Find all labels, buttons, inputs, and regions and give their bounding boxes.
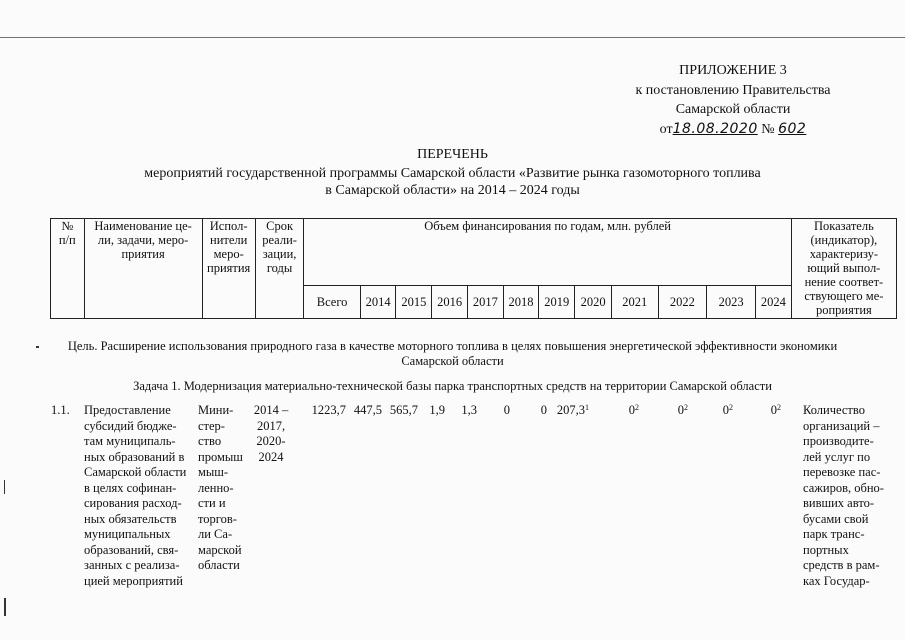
header-num xyxy=(51,219,85,319)
row-exec-line: области xyxy=(198,558,240,572)
header-exec-line: Испол- xyxy=(209,219,248,233)
year-header: 2023 xyxy=(707,286,756,319)
row-term-line: 2024 xyxy=(258,449,284,464)
year-header: Всего xyxy=(304,286,360,319)
row-exec-line: стер- xyxy=(198,418,225,433)
value-2020 xyxy=(549,403,589,419)
row-exec-line: сти и xyxy=(198,496,226,510)
row-indicator-line: перевозке пас- xyxy=(803,465,881,479)
header-name-line: приятия xyxy=(121,247,165,261)
value-2021 xyxy=(598,403,639,419)
header-name xyxy=(84,219,202,319)
number-prefix: № xyxy=(761,121,775,137)
value-2019 xyxy=(520,403,547,419)
header-indicator-line: роприятия xyxy=(815,303,872,317)
footnote-mark: 2 xyxy=(777,403,781,412)
row-name-line: образований, свя- xyxy=(84,542,179,557)
year-header: 2018 xyxy=(503,286,539,319)
handwritten-date: 18.08.2020 xyxy=(672,120,758,137)
value-2024 xyxy=(744,403,781,419)
value-2018 xyxy=(485,403,510,419)
value-2014 xyxy=(347,403,382,419)
row-indicator-line: ках Государ- xyxy=(803,573,870,588)
row-name-line: Предоставление xyxy=(84,403,171,417)
row-indicator-line: сажиров, обно- xyxy=(803,480,884,495)
row-indicator-line: Количество xyxy=(803,403,865,417)
goal-text xyxy=(0,339,905,369)
title-line2: мероприятий государственной программы Самарской области «Развитие рынка газомоторного топлива xyxy=(144,166,761,181)
appendix-block xyxy=(623,61,843,139)
year-header: 2017 xyxy=(467,286,503,319)
footnote-mark: 2 xyxy=(729,403,733,412)
header-indicator-line: ющий выпол- xyxy=(807,261,881,275)
value-text: 1,3 xyxy=(461,403,477,417)
header-exec xyxy=(202,219,255,319)
header-exec-line: нители xyxy=(210,233,248,247)
value-2023 xyxy=(689,403,733,419)
row-indicator-line: бусами свой xyxy=(803,511,869,526)
year-header: 2019 xyxy=(539,286,575,319)
header-num-line: № xyxy=(61,219,74,233)
row-exec-line: ли Са- xyxy=(198,527,233,541)
year-header: 2015 xyxy=(396,286,432,319)
header-indicator xyxy=(791,219,896,319)
year-header: 2016 xyxy=(432,286,468,319)
goal-line2: Самарской области xyxy=(401,354,504,368)
row-name-line: Самарской области xyxy=(84,465,187,479)
row-indicator-line: средств в рам- xyxy=(803,558,880,572)
row-indicator-line: организаций – xyxy=(803,418,880,433)
scan-speck xyxy=(4,480,5,494)
value-text: 207,3 xyxy=(556,403,585,417)
scan-speck xyxy=(36,346,39,348)
header-name-line: ли, задачи, меро- xyxy=(97,233,189,247)
header-term-line: Срок xyxy=(266,219,294,233)
appendix-line2: к постановлению Правительства xyxy=(635,82,831,98)
row-name-line: цией мероприятий xyxy=(84,573,183,588)
header-exec-line: меро- xyxy=(213,247,244,261)
value-2015 xyxy=(383,403,418,419)
header-funding: Объем финансирования по годам, млн. рублей xyxy=(304,219,791,286)
value-text: 1223,7 xyxy=(311,403,346,417)
year-header: 2020 xyxy=(575,286,612,319)
row-indicator xyxy=(803,403,891,589)
row-executor xyxy=(198,403,246,574)
value-text: 0 xyxy=(628,403,635,417)
value-text: 565,7 xyxy=(389,403,418,417)
row-indicator-line: лей услуг по xyxy=(803,449,871,464)
row-name-line: субсидий бюдже- xyxy=(84,418,177,433)
footnote-mark: 2 xyxy=(635,403,639,412)
scan-speck xyxy=(4,598,6,616)
header-indicator-line: нение соответ- xyxy=(804,275,884,289)
header-term-line: реали- xyxy=(262,233,297,247)
value-text: 1,9 xyxy=(429,403,445,417)
row-name-line: ных образований в xyxy=(84,449,185,464)
row-exec-line: ство xyxy=(198,434,222,448)
header-term-line: зации, xyxy=(262,247,297,261)
page-title: ПЕРЕЧЕНЬ xyxy=(417,147,488,162)
header-name-line: Наименование це- xyxy=(94,219,192,233)
year-header: 2022 xyxy=(658,286,707,319)
row-name-line: в целях софинан- xyxy=(84,480,177,495)
header-indicator-line: характеризу- xyxy=(809,247,879,261)
value-2022 xyxy=(645,403,688,419)
year-header: 2014 xyxy=(360,286,396,319)
header-num-line: п/п xyxy=(58,233,76,247)
appendix-title: ПРИЛОЖЕНИЕ 3 xyxy=(679,63,787,78)
appendix-line3: Самарской области xyxy=(675,102,791,117)
handwritten-number: 602 xyxy=(778,120,807,137)
header-indicator-line: Показатель xyxy=(813,219,874,233)
title-line3: в Самарской области» на 2014 – 2024 годы xyxy=(325,183,580,198)
row-exec-line: марской xyxy=(198,542,242,557)
row-indicator-line: парк транс- xyxy=(803,527,865,541)
value-2016 xyxy=(419,403,445,419)
row-term-line: 2020- xyxy=(256,434,286,448)
date-prefix: от xyxy=(659,121,673,137)
value-text: 0 xyxy=(503,403,510,417)
value-text: 447,5 xyxy=(353,403,382,417)
row-exec-line: мыш- xyxy=(198,465,229,479)
header-exec-line: приятия xyxy=(207,261,251,275)
value-2017 xyxy=(451,403,477,419)
value-text: 0 xyxy=(722,403,729,417)
header-term xyxy=(255,219,304,319)
row-name-line: там муниципаль- xyxy=(84,434,176,448)
row-name-line: сирования расход- xyxy=(84,496,182,510)
header-table xyxy=(50,218,897,319)
year-header: 2024 xyxy=(756,286,792,319)
scan-edge-line xyxy=(0,37,905,38)
row-indicator-line: портных xyxy=(803,542,849,557)
row-name-line: занных с реализа- xyxy=(84,558,180,572)
row-term-line: 2014 – xyxy=(253,403,289,417)
header-indicator-line: ствующего ме- xyxy=(804,289,884,303)
header-term-line: годы xyxy=(266,261,293,275)
goal-line1: Цель. Расширение использования природного газа в качестве моторного топлива в целях повышения энергетической эффективности экономики xyxy=(67,339,838,353)
row-name-line: муниципальных xyxy=(84,527,171,541)
row-exec-line: ленно- xyxy=(198,480,234,495)
value-text: 0 xyxy=(540,403,547,417)
row-term xyxy=(250,403,292,465)
row-indicator-line: производите- xyxy=(803,434,874,448)
row-name-line: ных обязательств xyxy=(84,511,177,526)
row-term-line: 2017, xyxy=(256,418,286,433)
value-total xyxy=(296,403,346,419)
row-exec-line: торгов- xyxy=(198,511,237,526)
value-text: 0 xyxy=(677,403,684,417)
row-name xyxy=(84,403,194,589)
value-text: 0 xyxy=(770,403,777,417)
appendix-date-line xyxy=(623,120,843,140)
row-indicator-line: вивших авто- xyxy=(803,496,875,510)
row-number: 1.1. xyxy=(51,403,70,417)
task-heading: Задача 1. Модернизация материально-технической базы парка транспортных средств на территории Самарской области xyxy=(133,379,772,393)
footnote-mark: 1 xyxy=(585,403,589,412)
footnote-mark: 2 xyxy=(684,403,688,412)
row-exec-line: промыш xyxy=(198,449,243,464)
header-indicator-line: (индикатор), xyxy=(810,233,878,247)
row-exec-line: Мини- xyxy=(198,403,234,417)
year-header: 2021 xyxy=(611,286,658,319)
